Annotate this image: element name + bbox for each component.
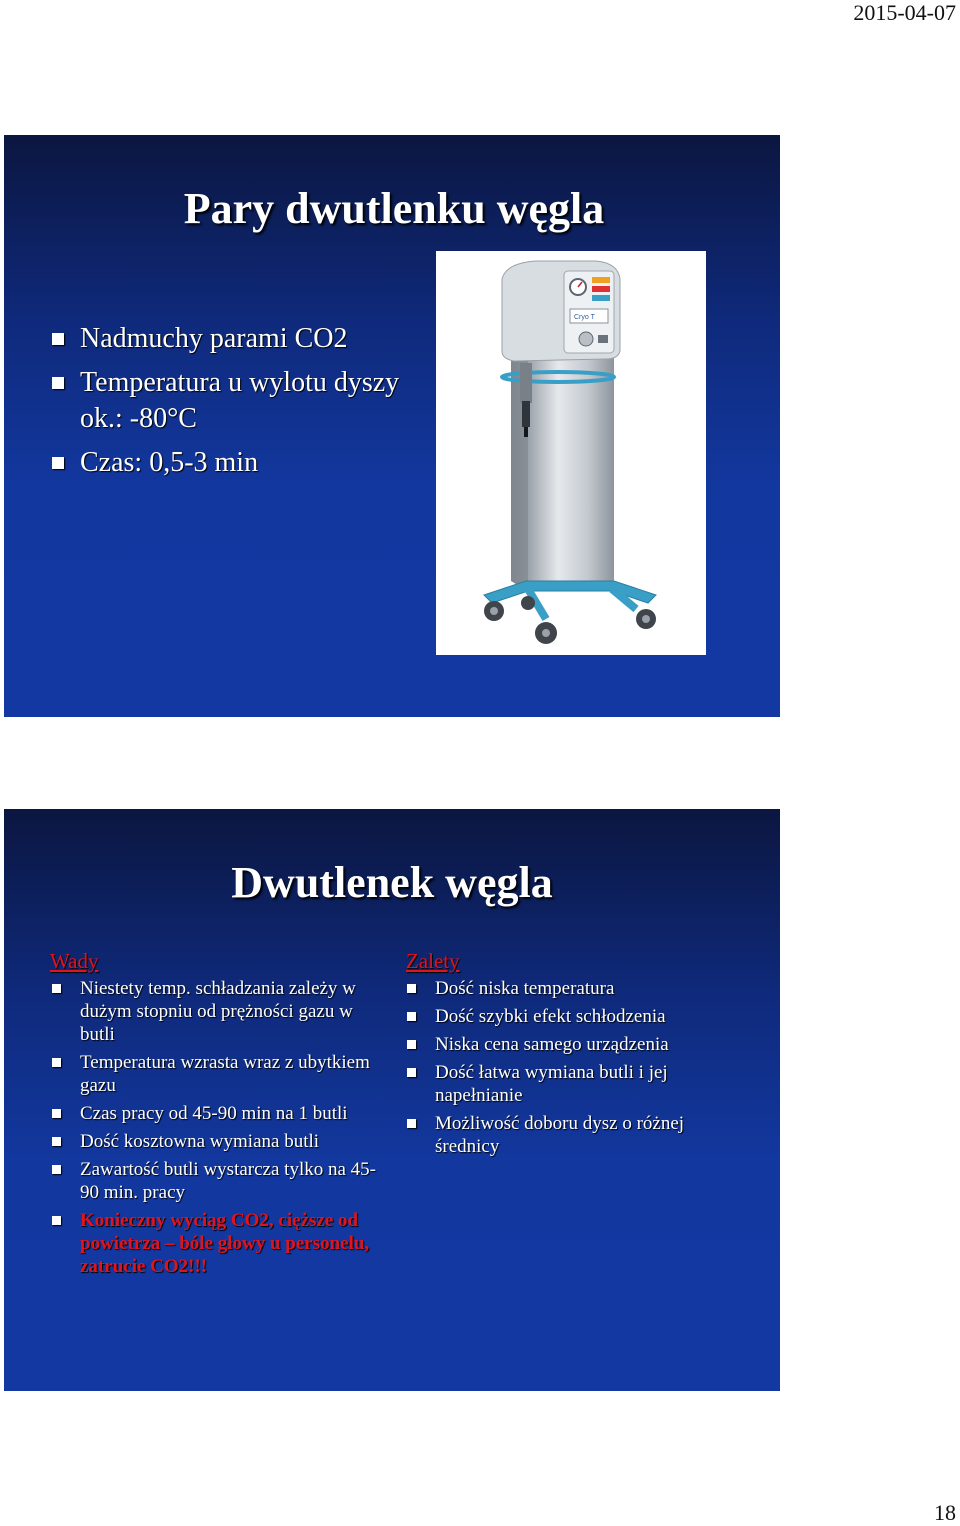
page-number: 18 [934, 1500, 956, 1525]
list-item: Niska cena samego urządzenia [435, 1033, 735, 1056]
bullet-square-icon [407, 1119, 416, 1128]
warning-item: Konieczny wyciąg CO2, cięższe od powietrza – bóle głowy u personelu, zatrucie CO2!!! [80, 1209, 380, 1278]
slide-title: Dwutlenek węgla [231, 858, 553, 907]
bullet-square-icon [52, 377, 64, 389]
bullet-square-icon [407, 1068, 416, 1077]
list-item: Dość szybki efekt schłodzenia [435, 1005, 735, 1028]
list-item: Dość kosztowna wymiana butli [80, 1130, 380, 1153]
bullet-square-icon [52, 333, 64, 345]
advantages-heading: Zalety [406, 949, 460, 973]
bullet-square-icon [52, 984, 61, 993]
bullet-square-icon [52, 457, 64, 469]
bullet-square-icon [407, 984, 416, 993]
slide-carbon-dioxide [4, 809, 780, 1391]
list-item: Nadmuchy parami CO2 [80, 321, 410, 357]
list-item: Temperatura u wylotu dyszy ok.: -80°C [80, 365, 410, 437]
bullet-list [80, 321, 410, 489]
list-item: Czas pracy od 45-90 min na 1 butli [80, 1102, 380, 1125]
device-photo [436, 251, 706, 655]
bullet-square-icon [52, 1137, 61, 1146]
bullet-square-icon [407, 1012, 416, 1021]
bullet-square-icon [407, 1040, 416, 1049]
disadvantages-heading: Wady [50, 949, 99, 973]
list-item: Temperatura wzrasta wraz z ubytkiem gazu [80, 1051, 380, 1097]
list-item: Możliwość doboru dysz o różnej średnicy [435, 1112, 735, 1158]
bullet-square-icon [52, 1058, 61, 1067]
list-item: Zawartość butli wystarcza tylko na 45-90 min. pracy [80, 1158, 380, 1204]
device-label: Cryo T [574, 314, 595, 321]
bullet-square-icon [52, 1216, 61, 1225]
bullet-square-icon [52, 1165, 61, 1174]
list-item: Czas: 0,5-3 min [80, 445, 410, 481]
slide-carbon-dioxide-vapors [4, 135, 780, 717]
bullet-square-icon [52, 1109, 61, 1118]
disadvantages-list [80, 977, 380, 1283]
list-item: Dość łatwa wymiana butli i jej napełnianie [435, 1061, 735, 1107]
advantages-list [435, 977, 735, 1163]
cryotherapy-unit-icon [436, 251, 706, 655]
list-item: Dość niska temperatura [435, 977, 735, 1000]
list-item: Niestety temp. schładzania zależy w dużym stopniu od prężności gazu w butli [80, 977, 380, 1046]
slide-title: Pary dwutlenku węgla [183, 184, 605, 233]
page-date: 2015-04-07 [853, 0, 956, 25]
